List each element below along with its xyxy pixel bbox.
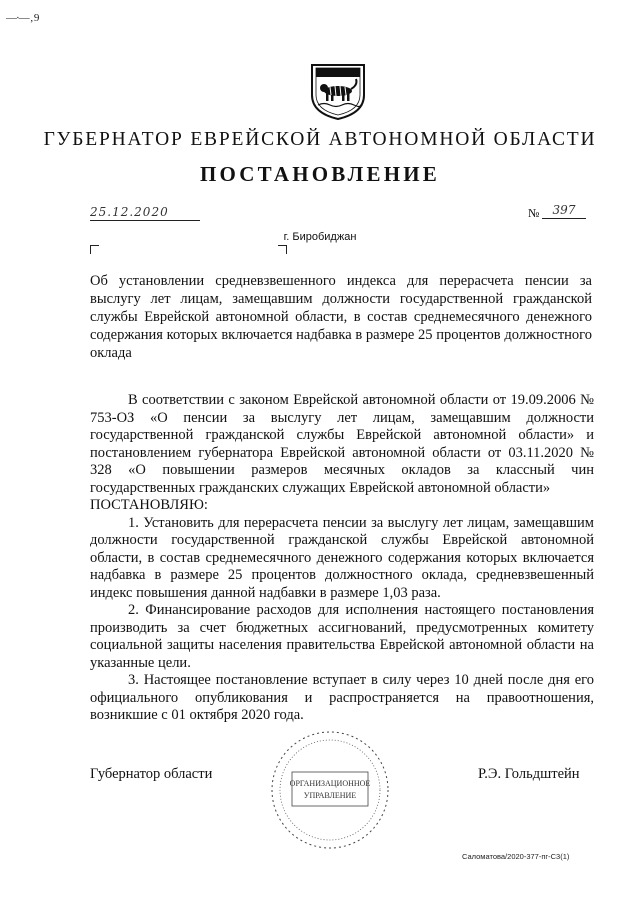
resolve-word: ПОСТАНОВЛЯЮ: [90,497,208,513]
authority-title: ГУБЕРНАТОР ЕВРЕЙСКОЙ АВТОНОМНОЙ ОБЛАСТИ [43,129,597,150]
preamble: В соответствии с законом Еврейской автономной области от 19.09.2006 № 753-ОЗ «О пенсии за выслугу лет лицам, замещавшим должности государственной гражданской службы Еврейской автономной области» и постановлением губернатора Еврейской автономной области от 03.11.2020 № 328 «О повышении размеров месячных окладов за классный чин государственных гражданских служащих Еврейской автономной области» [90,392,594,496]
signatory-name: Р.Э. Гольдштейн [478,766,580,782]
signatory-position: Губернатор области [90,766,213,782]
subject-title: Об установлении средневзвешенного индекса для перерасчета пенсии за выслугу лет лицам, замещавшим должности государственной гражданской службы Еврейской автономной области, в состав среднемесячного денежного содержания которых включается надбавка в размере 25 процентов должностного оклада [90,273,592,361]
stamp-text-line2: УПРАВЛЕНИЕ [303,791,357,800]
stamp-text-line1: ОРГАНИЗАЦИОННОЕ [289,779,371,788]
document-date: 25.12.2020 [90,205,200,221]
point-2: 2. Финансирование расходов для исполнения настоящего постановления производить за счет бюджетных ассигнований, предусмотренных комитету социальной защиты населения правительства Еврейской автономной области на указанные цели. [90,602,594,671]
corner-mark: —·— , 9 [6,12,39,24]
crest-icon [304,55,372,123]
subject-bracket-left [90,245,99,254]
point-1: 1. Установить для перерасчета пенсии за выслугу лет лицам, замещавшим должности государственной гражданской службы Еврейской автономной области, в состав среднемесячного денежного содержания которых включается надбавка в размере 25 процентов должностного оклада, средневзвешенный индекс повышения данной надбавки в размере 1,03 раза. [90,514,594,601]
point-3: 3. Настоящее постановление вступает в силу через 10 дней после дня его официального опубликования и распространяется на правоотношения, возникшие с 01 октября 2020 года. [90,672,594,723]
document-body [90,392,594,725]
number-label: № [528,206,540,220]
footer-code: Саломатова/2020-377-пг-С3(1) [462,852,570,861]
city: г. Биробиджан [283,231,357,243]
stamp-icon [268,728,392,852]
document-type: ПОСТАНОВЛЕНИЕ [199,162,441,186]
document-number: 397 [542,203,586,219]
subject-bracket-right [278,245,287,254]
